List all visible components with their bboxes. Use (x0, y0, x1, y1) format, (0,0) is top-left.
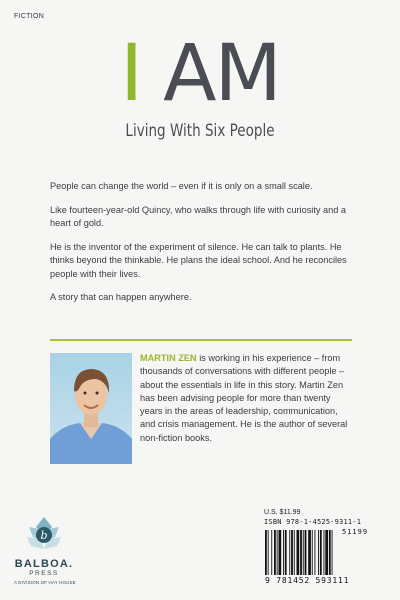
blurb-paragraph-3: He is the inventor of the experiment of silence. He can talk to plants. He thinks beyond the thinkable. He plans the ideal school. And he reconciles people with their lives. (50, 241, 347, 279)
title-bar: I (120, 29, 142, 119)
price-label: U.S. $11.99 (264, 509, 301, 516)
blurb (50, 180, 360, 315)
barcode-number: 9 781452 593111 (265, 576, 350, 585)
blurb-paragraph-1: People can change the world – even if it is only on a small scale. (50, 181, 313, 191)
author-photo (50, 353, 132, 464)
isbn-label: ISBN 978-1-4525-9311-1 (264, 518, 362, 526)
title-word: AM (163, 29, 280, 119)
publisher-logo (14, 515, 74, 585)
publisher-press: PRESS (29, 570, 59, 577)
author-bio (140, 352, 355, 445)
publisher-name: BALBOA. (14, 558, 74, 570)
author-name: MARTIN ZEN (140, 353, 197, 363)
book-subtitle: Living With Six People (125, 121, 275, 140)
blurb-paragraph-2: Like fourteen-year-old Quincy, who walks through life with curiosity and a heart of gold. (50, 204, 347, 228)
blurb-paragraph-4: A story that can happen anywhere. (50, 292, 192, 302)
genre-label: FICTION (14, 13, 45, 20)
publisher-division: A DIVISION OF HAY HOUSE (14, 580, 76, 585)
book-title (0, 29, 400, 119)
svg-text:b: b (40, 529, 48, 542)
barcode (264, 530, 394, 575)
author-bio-text: is working in his experience – from thousands of conversations with different people – about the essentials in life in this story. Martin Zen has been advising people for more than twenty years in the areas of leadership, communication, and crisis management. He is the author of several non-fiction books. (140, 353, 348, 443)
divider-line (50, 339, 352, 341)
price-code: 51199 (342, 528, 369, 536)
author-portrait-icon (50, 353, 132, 464)
lotus-icon (25, 515, 63, 551)
